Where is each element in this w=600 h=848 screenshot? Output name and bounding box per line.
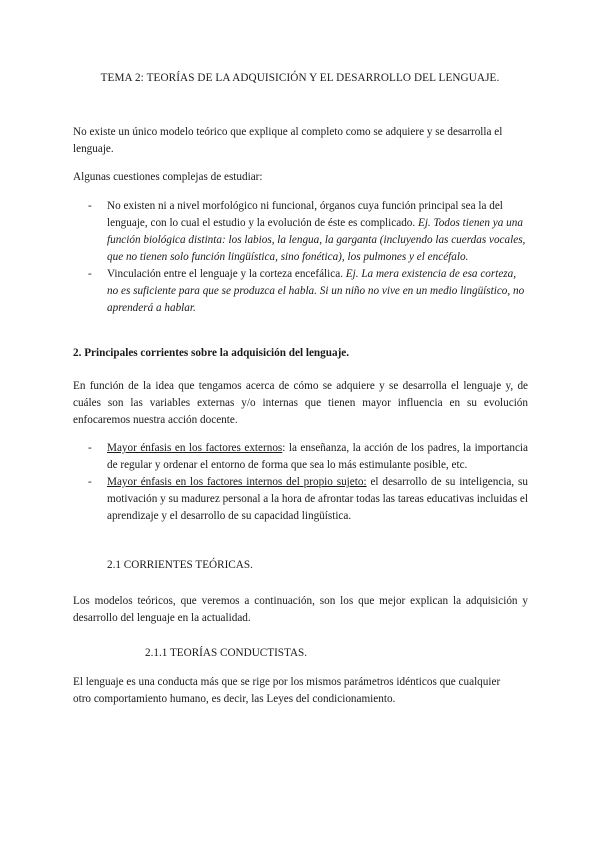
issue-text: Vinculación entre el lenguaje y la corteza encefálica.: [107, 268, 343, 280]
factor-text: el desarrollo de su inteligencia, su motivación y su madurez personal a la hora de afrontar todas las tareas educativas incluidas el aprendizaje y el desarrollo de su capacidad lingüística.: [107, 476, 528, 522]
issues-heading: Algunas cuestiones complejas de estudiar:: [73, 171, 263, 183]
factors-list: [88, 440, 528, 525]
section-2-body: En función de la idea que tengamos acerca de cómo se adquiere y se desarrolla el lenguaje y, de cuáles son las variables externas y/o internas que tienen mayor influencia en su evolución enfocaremos nuestra acción docente.: [73, 380, 528, 426]
list-item: [88, 266, 528, 317]
dash-bullet: -: [88, 442, 92, 454]
factor-label: Mayor énfasis en los factores internos del propio sujeto:: [107, 476, 367, 488]
section-2-1-1-heading: 2.1.1 TEORÍAS CONDUCTISTAS.: [145, 647, 308, 659]
issues-list: [88, 198, 528, 317]
intro-paragraph: No existe un único modelo teórico que explique al completo como se adquiere y se desarrolla el lenguaje.: [73, 126, 503, 155]
factor-label: Mayor énfasis en los factores externos: [107, 442, 283, 454]
dash-bullet: -: [88, 476, 92, 488]
section-2-1-heading: 2.1 CORRIENTES TEÓRICAS.: [107, 559, 253, 571]
dash-bullet: -: [88, 268, 92, 280]
list-item: [88, 474, 528, 525]
section-2-1-1-body: El lenguaje es una conducta más que se rige por los mismos parámetros idénticos que cualquier otro comportamiento humano, es decir, las Leyes del condicionamiento.: [73, 676, 501, 705]
section-2-heading: 2. Principales corrientes sobre la adquisición del lenguaje.: [73, 347, 350, 359]
list-item: [88, 198, 528, 266]
factor-text: : la enseñanza, la acción de los padres, la importancia de regular y ordenar el entorno de forma que sea lo más estimulante posible, etc.: [107, 442, 528, 471]
issue-example: Ej. La mera existencia de esa corteza, no es suficiente para que se produzca el habla. Si un niño no vive en un medio lingüístico, no aprenderá a hablar.: [107, 268, 525, 314]
section-2-1-body: Los modelos teóricos, que veremos a continuación, son los que mejor explican la adquisición y desarrollo del lenguaje en la actualidad.: [73, 595, 528, 624]
dash-bullet: -: [88, 200, 92, 212]
document-title: TEMA 2: TEORÍAS DE LA ADQUISICIÓN Y EL DESARROLLO DEL LENGUAJE.: [100, 72, 500, 84]
issue-text: No existen ni a nivel morfológico ni funcional, órganos cuya función principal sea la del lenguaje, con lo cual el estudio y la evolución de éste es complicado.: [107, 200, 503, 229]
issue-example: Ej. Todos tienen ya una función biológica distinta: los labios, la lengua, la garganta (incluyendo las cuerdas vocales, que no tienen solo función lingüística, sino fonética), los pulmones y el encéfalo.: [107, 217, 526, 263]
list-item: [88, 440, 528, 474]
